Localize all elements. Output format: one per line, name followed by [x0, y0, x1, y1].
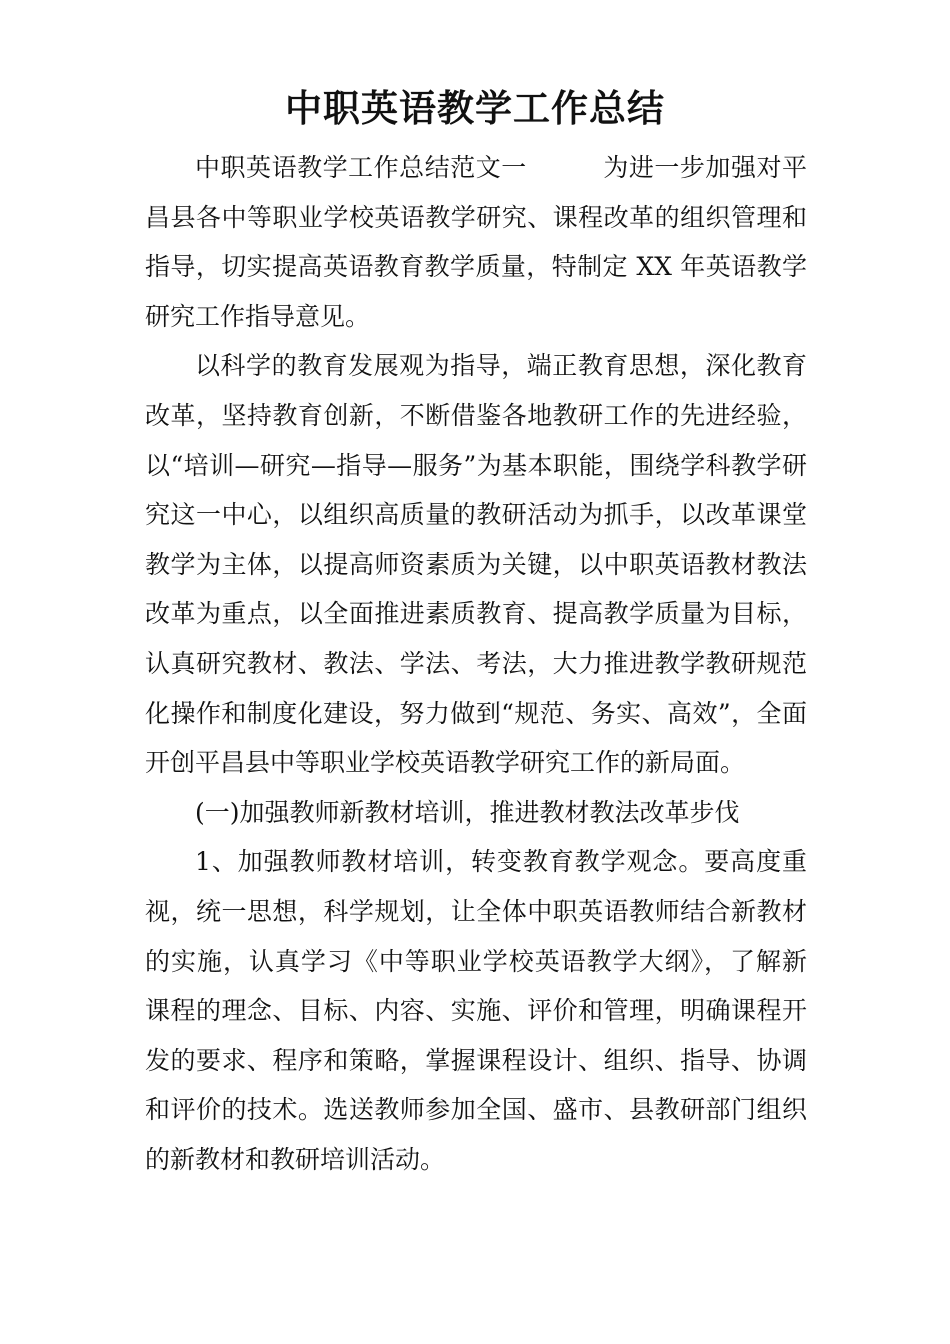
- section-heading-1: (一)加强教师新教材培训，推进教材教法改革步伐: [195, 797, 740, 827]
- paragraph-item-1: 1、加强教师教材培训，转变教育教学观念。要高度重视，统一思想，科学规划，让全体中职英语教师结合新教材的实施，认真学习《中等职业学校英语教学大纲》，了解新课程的理念、目标、内容、实施、评价和管理，明确课程开发的要求、程序和策略，掌握课程设计、组织、指导、协调和评价的技术。选送教师参加全国、盛市、县教研部门组织的新教材和教研培训活动。: [145, 847, 807, 1174]
- paragraph-guiding-principles: 以科学的教育发展观为指导，端正教育思想，深化教育改革，坚持教育创新，不断借鉴各地教研工作的先进经验，以“培训—研究—指导—服务”为基本职能，围绕学科教学研究这一中心，以组织高质量的教研活动为抓手，以改革课堂教学为主体，以提高师资素质为关键，以中职英语教材教法改革为重点，以全面推进素质教育、提高教学质量为目标，认真研究教材、教法、学法、考法，大力推进教学教研规范化操作和制度化建设，努力做到“规范、务实、高效”，全面开创平昌县中等职业学校英语教学研究工作的新局面。: [145, 351, 807, 778]
- document-title: 中职英语教学工作总结: [285, 86, 665, 130]
- paragraph-intro: 中职英语教学工作总结范文一 为进一步加强对平昌县各中等职业学校英语教学研究、课程改革的组织管理和指导，切实提高英语教育教学质量，特制定 XX 年英语教学研究工作指导意见。: [145, 153, 807, 331]
- document-body: [145, 143, 807, 1184]
